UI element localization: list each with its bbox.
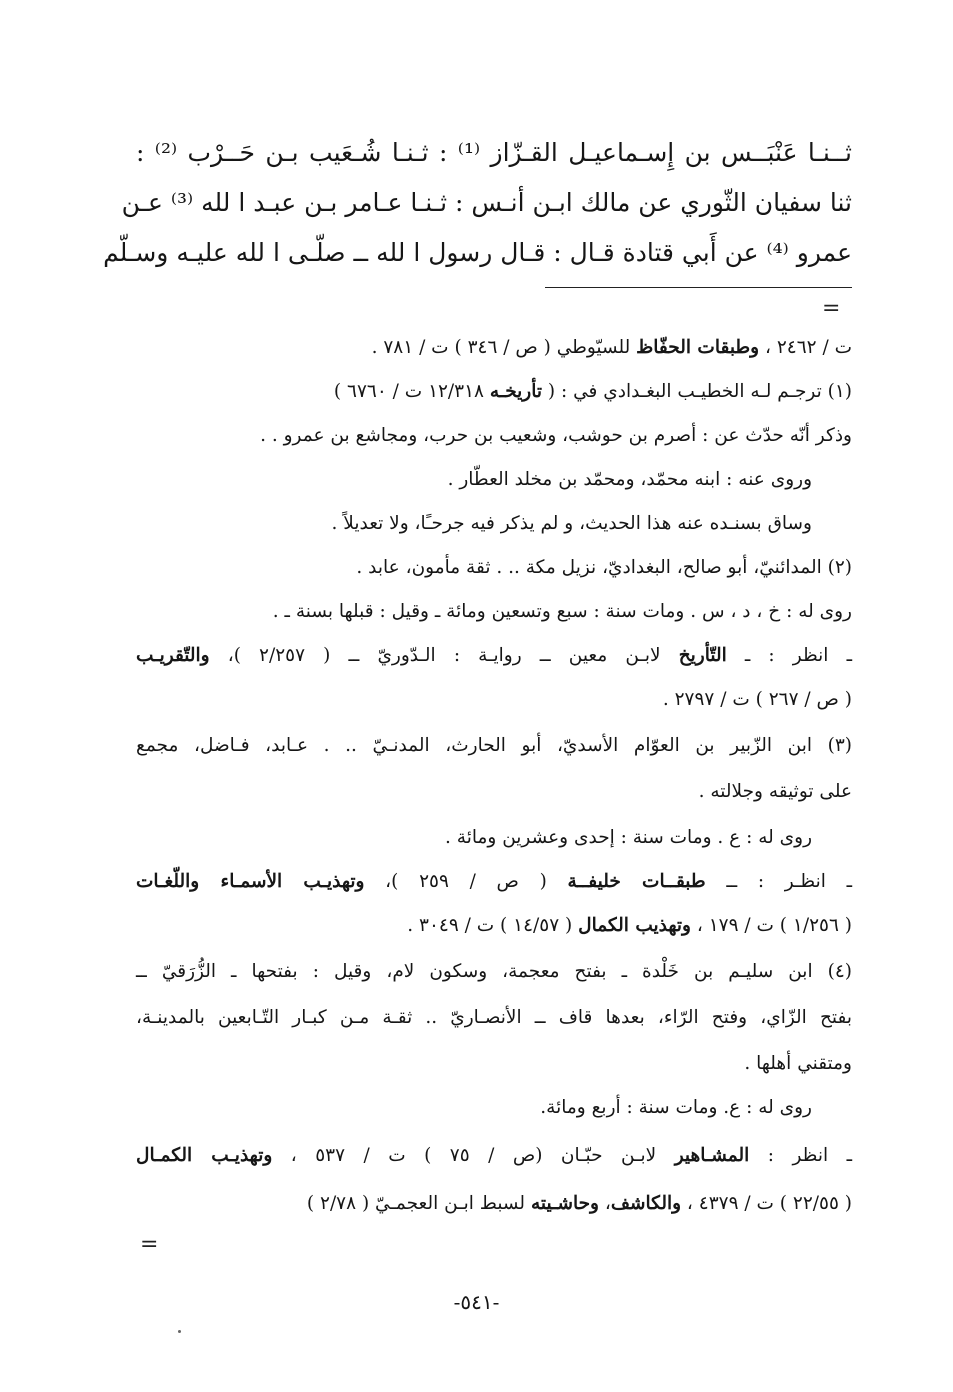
footnote-text: (٤) ابن سليـم بن خَلْدة ـ بفتح معجمة، وسكون لام، وقيل : بفتحها ـ الزُّرَقيّ ــ <box>136 961 852 982</box>
footnote-text: ( ٢٢/٥٥ ) ت / ٤٣٧٩ ، <box>681 1193 852 1214</box>
footnote-bold-title: وتهذيـب الأسمـاء واللّغـات <box>136 871 365 892</box>
page-number: -٥٤١- <box>453 1290 500 1314</box>
footnote-line <box>136 546 852 590</box>
footnote-line <box>136 634 852 678</box>
footnote-line <box>136 1086 812 1130</box>
footnote-text: ت / ٢٤٦٢ ، <box>759 337 852 358</box>
footnote-text: (٣) ابن الزّبير بن العوّام الأسديّ، أبو الحارث، المدنـيّ .. . عـابد، فـاضل، مجمع <box>136 735 852 756</box>
footnote-bold-title: والتّقريـب <box>136 645 210 666</box>
footnote-bold-title: طبقــات خليفــة <box>567 871 706 892</box>
footnote-text: ، <box>598 1193 611 1214</box>
footnote-text: وروى عنه : ابنه محمّد، ومحمّد بن مخلد العطّار . <box>447 469 812 490</box>
footnote-text: ١٢/٣١٨ ت / ٦٧٦٠ ) <box>333 381 490 402</box>
footnote-text: روى له : خ ، د ، س . ومات سنة : سبع وتسعين ومائة ـ وقيل : قبلها بسنة ـ . <box>272 601 852 622</box>
footnote-line <box>136 950 852 994</box>
footnote-text: لابـن معين ــ روايـة : الـدّوريّ ــ ( ٢/٢٥٧ )، <box>209 645 679 666</box>
footnote-bold-title: وتهذيب الكمال <box>578 915 691 936</box>
footnote-text: وذكر أنّه حدّث عن : أصرم بن حوشب، وشعيب بن حرب، ومجاشع بن عمرو . . <box>260 425 852 446</box>
footnote-line <box>136 904 852 948</box>
footnote-line <box>136 860 852 904</box>
footnote-text: على توثيقه وجلالته . <box>698 781 852 802</box>
main-text-line: ثنا سفيان الثّوري عن مالك ابـن أنـس : ثـنـا عـامر بـن عبـد ا لله ⁽³⁾ عـن <box>121 188 852 217</box>
footnote-line <box>136 724 852 768</box>
footnote-bold-title: المشـاهير <box>674 1145 750 1166</box>
footnote-line <box>136 996 852 1040</box>
footnote-text: ومتقني أهلها . <box>744 1053 852 1074</box>
footnote-line <box>136 458 812 502</box>
speck <box>178 1330 181 1333</box>
footnote-bold-title: وحاشـيته <box>530 1193 599 1214</box>
footnote-bold-title: وطبقات الحفّاظ <box>636 337 760 358</box>
footnote-line <box>136 1042 852 1086</box>
continuation-mark: = <box>822 296 841 321</box>
footnote-text: ( ص / ٢٦٧ ) ت / ٢٧٩٧ . <box>662 689 852 710</box>
footnote-line <box>136 1182 852 1226</box>
footnote-separator <box>545 287 852 288</box>
footnote-text: ( ١/٢٥٦ ) ت / ١٧٩ ، <box>690 915 852 936</box>
footnote-line <box>136 1134 852 1178</box>
footnote-text: ( ص / ٢٥٩ )، <box>364 871 568 892</box>
main-text-line: ثــنـا عَنْبَــس بن إِسـماعيـل القـزّاز ⁽¹⁾ : ثـنـا شُـعَيب بـن حَــرْب ⁽²⁾ : <box>136 138 852 167</box>
footnote-line <box>136 816 812 860</box>
footnote-bold-title: تأريخـه <box>489 381 543 402</box>
footnote-text: ( ١٤/٥٧ ) ت / ٣٠٤٩ . <box>407 915 579 936</box>
footnote-text: لابـن حبّـان (ص / ٧٥ ) ت / ٥٣٧ ، <box>272 1145 675 1166</box>
footnote-text: روى له : ع . ومات سنة : إحدى وعشرين ومائة . <box>445 827 812 848</box>
footnote-bold-title: والكاشف <box>610 1193 682 1214</box>
main-text-line: عمرو ⁽⁴⁾ عن أَبي قتادة قـال : قـال رسول ا لله ــ صلّـى ا لله عليـه وسـلّم <box>103 238 852 267</box>
footnote-line <box>136 590 852 634</box>
footnote-line <box>136 502 812 546</box>
footnote-line <box>136 326 852 370</box>
footnote-bold-title: وتهذيـب الكمـال <box>136 1145 273 1166</box>
footnote-text: روى له : ع. ومات سنة : أربع ومائة. <box>540 1097 812 1118</box>
footnote-text: لسبط ابـن العجمـيّ ( ٢/٧٨ ) <box>306 1193 531 1214</box>
footnotes-end-mark: = <box>140 1232 159 1257</box>
footnote-text: للسيّوطي ( ص / ٣٤٦ ) ت / ٧٨١ . <box>371 337 637 358</box>
footnote-text: ـ انظر : <box>749 1145 853 1166</box>
footnote-text: (١) ترجـم لـه الخطيـب البغـدادي في : ( <box>542 381 852 402</box>
footnote-text: ـ انظـر : ــ <box>705 871 853 892</box>
footnote-line <box>136 678 852 722</box>
footnote-text: ـ انظر : ـ <box>726 645 852 666</box>
footnote-text: (٢) المدائنيّ، أبو صالح، البغداديّ، نزيل مكة .. . ثقة مأمون، عابد . <box>356 557 852 578</box>
footnote-line <box>136 770 852 814</box>
footnote-line <box>136 370 852 414</box>
footnote-bold-title: التّأريخ <box>678 645 727 666</box>
footnote-text: بفتح الزّاي، وفتح الرّاء، بعدها قاف ــ الأنصـاريّ .. ثقـة مـن كبـار التّـابعين بالمدينـة، <box>136 1007 852 1028</box>
footnote-line <box>136 414 852 458</box>
footnote-text: وساق بسنـده عنه هذا الحديث، و لم يذكر فيه جرحـًا، ولا تعديلاً . <box>331 513 812 534</box>
